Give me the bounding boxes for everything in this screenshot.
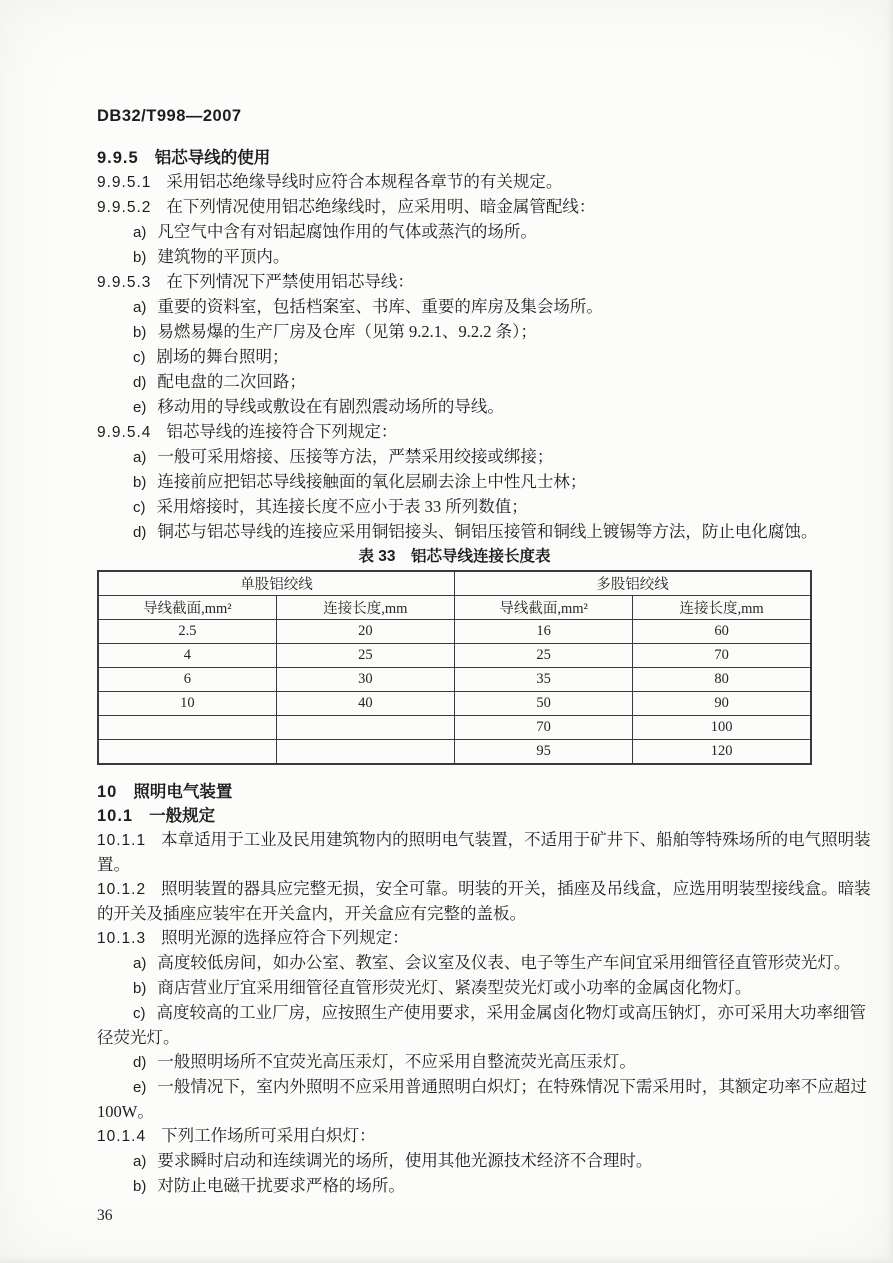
item-text: 对防止电磁干扰要求严格的场所。 xyxy=(157,1176,405,1195)
list-item xyxy=(97,976,873,1001)
item-label: c) xyxy=(133,499,146,516)
table-33-caption: 表 33 铝芯导线连接长度表 xyxy=(358,548,551,565)
clause-text: 采用铝芯绝缘导线时应符合本规程各章节的有关规定。 xyxy=(166,172,563,191)
item-text: 高度较高的工业厂房，应按照生产使用要求，采用金属卤化物灯或高压钠灯，亦可采用大功率细管径荧光灯。 xyxy=(97,1003,866,1047)
table-row xyxy=(98,644,811,668)
clause-text: 本章适用于工业及民用建筑物内的照明电气装置，不适用于矿井下、船舶等特殊场所的电气照明装置。 xyxy=(97,830,871,874)
clause-text: 下列工作场所可采用白炽灯： xyxy=(161,1126,376,1145)
column-header: 连接长度,mm xyxy=(633,596,811,620)
item-label: b) xyxy=(133,980,147,997)
list-item xyxy=(97,320,873,345)
heading-title: 一般规定 xyxy=(149,807,216,825)
clause-number: 9.9.5.3 xyxy=(97,274,152,291)
table-row xyxy=(98,668,811,692)
item-label: a) xyxy=(133,955,147,972)
list-item xyxy=(97,245,873,270)
clause-number: 9.9.5.2 xyxy=(97,199,152,216)
table-cell: 35 xyxy=(455,668,633,692)
item-label: c) xyxy=(133,1005,146,1022)
table-cell: 95 xyxy=(455,740,633,765)
item-label: b) xyxy=(133,1178,147,1195)
clause-text: 照明光源的选择应符合下列规定： xyxy=(161,928,409,947)
list-item xyxy=(97,1075,873,1124)
item-label: b) xyxy=(133,249,147,266)
item-label: a) xyxy=(133,224,147,241)
table-cell: 6 xyxy=(98,668,276,692)
clause-10-1-1 xyxy=(97,828,873,877)
list-item xyxy=(97,470,873,495)
item-label: e) xyxy=(133,399,147,416)
table-33 xyxy=(97,570,812,765)
item-label: b) xyxy=(133,474,147,491)
item-text: 移动用的导线或敷设在有剧烈震动场所的导线。 xyxy=(157,397,504,416)
clause-text: 在下列情况使用铝芯绝缘线时，应采用明、暗金属管配线： xyxy=(166,197,596,216)
list-item xyxy=(97,1174,873,1199)
table-column-header-row xyxy=(98,596,811,620)
clause-number: 10.1.4 xyxy=(97,1128,147,1145)
table-cell xyxy=(276,716,454,740)
item-text: 易燃易爆的生产厂房及仓库（见第 9.2.1、9.2.2 条）； xyxy=(157,322,537,341)
item-text: 铜芯与铝芯导线的连接应采用铜铝接头、铜铝压接管和铜线上镀锡等方法，防止电化腐蚀。 xyxy=(157,522,818,541)
item-text: 一般照明场所不宜荧光高压汞灯，不应采用自整流荧光高压汞灯。 xyxy=(157,1052,636,1071)
clause-number: 10.1.2 xyxy=(97,881,147,898)
heading-number: 9.9.5 xyxy=(97,149,139,167)
table-cell: 30 xyxy=(276,668,454,692)
column-header: 导线截面,mm² xyxy=(98,596,276,620)
table-group-header-row xyxy=(98,571,811,596)
list-item xyxy=(97,495,873,520)
clause-number: 9.9.5.1 xyxy=(97,174,152,191)
item-label: d) xyxy=(133,374,147,391)
list-item xyxy=(97,445,873,470)
item-text: 一般可采用熔接、压接等方法，严禁采用绞接或绑接； xyxy=(157,447,554,466)
item-label: d) xyxy=(133,524,147,541)
list-item xyxy=(97,345,873,370)
list-item xyxy=(97,395,873,420)
table-cell: 100 xyxy=(633,716,811,740)
clause-9-9-5-2 xyxy=(97,195,873,220)
table-row xyxy=(98,716,811,740)
doc-code-header: DB32/T998—2007 xyxy=(97,107,242,125)
clause-text: 铝芯导线的连接符合下列规定： xyxy=(166,422,398,441)
group-header-multi-strand: 多股铝绞线 xyxy=(455,571,812,596)
table-cell xyxy=(98,716,276,740)
table-cell: 4 xyxy=(98,644,276,668)
clause-text: 照明装置的器具应完整无损，安全可靠。明装的开关，插座及吊线盒，应选用明装型接线盒。暗装的开关及插座应装牢在开关盒内，开关盒应有完整的盖板。 xyxy=(97,879,871,923)
item-label: a) xyxy=(133,1153,147,1170)
group-header-single-strand: 单股铝绞线 xyxy=(98,571,455,596)
clause-10-1-4 xyxy=(97,1124,873,1149)
clause-9-9-5-1 xyxy=(97,170,873,195)
item-text: 高度较低房间，如办公室、教室、会议室及仪表、电子等生产车间宜采用细管径直管形荧光灯。 xyxy=(157,953,851,972)
table-cell: 70 xyxy=(633,644,811,668)
heading-number: 10 xyxy=(97,783,118,801)
item-text: 商店营业厅宜采用细管径直管形荧光灯、紧凑型荧光灯或小功率的金属卤化物灯。 xyxy=(157,978,752,997)
heading-number: 10.1 xyxy=(97,807,134,825)
heading-10 xyxy=(97,780,873,804)
table-cell: 25 xyxy=(455,644,633,668)
heading-10-1 xyxy=(97,804,873,828)
table-cell: 50 xyxy=(455,692,633,716)
item-label: c) xyxy=(133,349,146,366)
table-cell: 40 xyxy=(276,692,454,716)
item-text: 建筑物的平顶内。 xyxy=(157,247,290,266)
item-label: e) xyxy=(133,1079,147,1096)
table-row xyxy=(98,692,811,716)
column-header: 导线截面,mm² xyxy=(455,596,633,620)
table-cell: 2.5 xyxy=(98,620,276,644)
table-cell: 70 xyxy=(455,716,633,740)
item-text: 配电盘的二次回路； xyxy=(157,372,306,391)
table-cell: 90 xyxy=(633,692,811,716)
table-cell xyxy=(276,740,454,765)
table-row xyxy=(98,740,811,765)
item-label: a) xyxy=(133,299,147,316)
list-item xyxy=(97,1001,873,1050)
clause-9-9-5-3 xyxy=(97,270,873,295)
list-item xyxy=(97,220,873,245)
table-cell: 120 xyxy=(633,740,811,765)
column-header: 连接长度,mm xyxy=(276,596,454,620)
table-cell: 80 xyxy=(633,668,811,692)
heading-title: 铝芯导线的使用 xyxy=(154,149,271,167)
item-text: 一般情况下，室内外照明不应采用普通照明白炽灯；在特殊情况下需采用时，其额定功率不应超过 100W。 xyxy=(97,1077,867,1121)
item-text: 采用熔接时，其连接长度不应小于表 33 所列数值； xyxy=(156,497,528,516)
table-row xyxy=(98,620,811,644)
item-text: 要求瞬时启动和连续调光的场所，使用其他光源技术经济不合理时。 xyxy=(157,1151,653,1170)
table-cell: 10 xyxy=(98,692,276,716)
list-item xyxy=(97,951,873,976)
list-item xyxy=(97,295,873,320)
list-item xyxy=(97,370,873,395)
clause-10-1-3 xyxy=(97,926,873,951)
heading-9-9-5 xyxy=(97,146,873,170)
table-cell: 60 xyxy=(633,620,811,644)
item-text: 凡空气中含有对铝起腐蚀作用的气体或蒸汽的场所。 xyxy=(157,222,537,241)
item-label: a) xyxy=(133,449,147,466)
clause-number: 9.9.5.4 xyxy=(97,424,152,441)
item-text: 连接前应把铝芯导线接触面的氧化层刷去涂上中性凡士林； xyxy=(157,472,587,491)
table-cell: 25 xyxy=(276,644,454,668)
item-label: d) xyxy=(133,1054,147,1071)
clause-9-9-5-4 xyxy=(97,420,873,445)
clause-text: 在下列情况下严禁使用铝芯导线： xyxy=(166,272,414,291)
item-label: b) xyxy=(133,324,147,341)
clause-10-1-2 xyxy=(97,877,873,926)
page-number: 36 xyxy=(97,1207,113,1224)
item-text: 重要的资料室，包括档案室、书库、重要的库房及集会场所。 xyxy=(157,297,603,316)
list-item xyxy=(97,1149,873,1174)
table-cell xyxy=(98,740,276,765)
table-cell: 20 xyxy=(276,620,454,644)
item-text: 剧场的舞台照明； xyxy=(156,347,289,366)
list-item xyxy=(97,1050,873,1075)
clause-number: 10.1.3 xyxy=(97,930,147,947)
heading-title: 照明电气装置 xyxy=(133,783,233,801)
table-cell: 16 xyxy=(455,620,633,644)
list-item xyxy=(97,520,873,545)
clause-number: 10.1.1 xyxy=(97,832,147,849)
